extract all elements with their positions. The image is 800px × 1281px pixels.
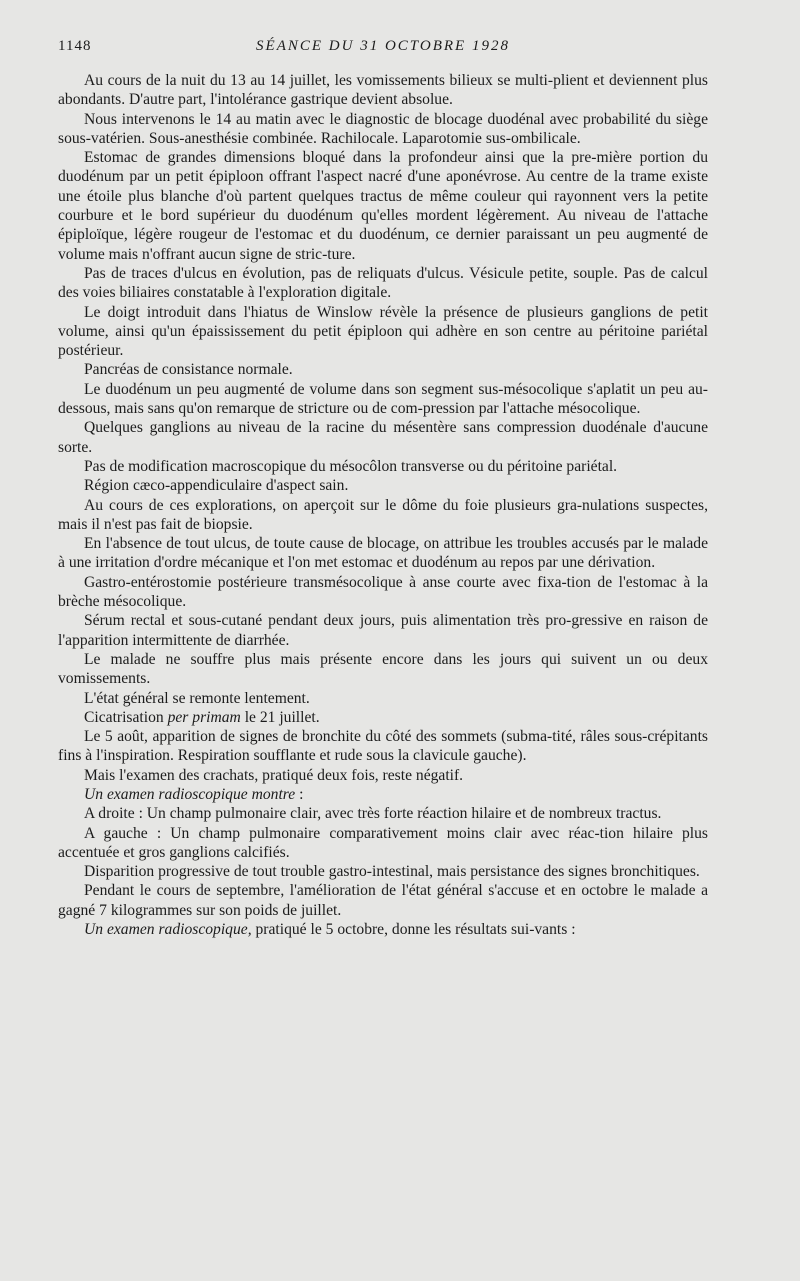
paragraph: Le duodénum un peu augmenté de volume dans son segment sus-mésocolique s'aplatit un peu au-dessous, mais sans qu'on remarque de stricture ou de com-pression par l'attache mésocolique.	[58, 380, 708, 418]
italic-phrase: Un examen radioscopique montre	[84, 785, 296, 803]
paragraph: Pas de traces d'ulcus en évolution, pas de reliquats d'ulcus. Vésicule petite, souple. Pas de calcul des voies biliaires constatable à l'exploration digitale.	[58, 264, 708, 302]
paragraph: En l'absence de tout ulcus, de toute cause de blocage, on attribue les troubles accusés par le malade à une irritation d'ordre mécanique et l'on met estomac et duodénum au repos par une dérivation.	[58, 535, 708, 572]
paragraph: Mais l'examen des crachats, pratiqué deux fois, reste négatif.	[84, 766, 464, 784]
paragraph	[58, 920, 708, 939]
paragraph: A gauche : Un champ pulmonaire comparativement moins clair avec réac-tion hilaire plus accentuée et gros ganglions calcifiés.	[58, 824, 708, 861]
text-run: pratiqué le 5 octobre, donne les résultats sui-vants :	[251, 921, 576, 939]
paragraph	[58, 785, 708, 804]
text-run: :	[295, 785, 304, 803]
paragraph: Quelques ganglions au niveau de la racine du mésentère sans compression duodénale d'aucune sorte.	[58, 419, 708, 456]
running-title: SÉANCE DU 31 OCTOBRE 1928	[256, 38, 510, 54]
paragraph: Disparition progressive de tout trouble gastro-intestinal, mais persistance des signes bronchitiques.	[84, 863, 700, 881]
paragraph: A droite : Un champ pulmonaire clair, avec très forte réaction hilaire et de nombreux tractus.	[84, 805, 662, 823]
paragraph: Le 5 août, apparition de signes de bronchite du côté des sommets (subma-tité, râles sous-crépitants fins à l'inspiration. Respiration soufflante et rude sous la clavicule gauche).	[58, 728, 708, 765]
paragraph: Région cæco-appendiculaire d'aspect sain.	[84, 477, 349, 495]
paragraph	[58, 708, 708, 727]
italic-phrase: per primam	[167, 708, 241, 726]
paragraph: Estomac de grandes dimensions bloqué dans la profondeur ainsi que la pre-mière portion du duodénum par un petit épiploon offrant l'aspect nacré d'une aponévrose. Au centre de la trame existe une étoile plus blanche d'où partent quelques tractus de même couleur qui rayonnent vers la petite courbure et le bord supérieur du duodénum qu'elles mordent légèrement. Au niveau de l'attache épiploïque, légère rougeur de l'estomac et du duodénum, ce dernier paraissant un peu augmenté de volume mais n'offrant aucun signe de stric-ture.	[58, 149, 708, 263]
paragraph: Le doigt introduit dans l'hiatus de Winslow révèle la présence de plusieurs ganglions de petit volume, ainsi qu'un épaississement du petit épiploon qui adhère en son centre au péritoine pariétal postérieur.	[58, 303, 708, 360]
body-text	[58, 71, 708, 939]
running-header	[58, 38, 708, 58]
text-run: le 21 juillet.	[240, 708, 320, 726]
text-run: Cicatrisation	[84, 708, 168, 726]
page-number: 1148	[58, 38, 92, 54]
paragraph: Au cours de ces explorations, on aperçoit sur le dôme du foie plusieurs gra-nulations suspectes, mais il n'est pas fait de biopsie.	[58, 496, 708, 533]
paragraph: L'état général se remonte lentement.	[84, 689, 310, 707]
paragraph: Au cours de la nuit du 13 au 14 juillet, les vomissements bilieux se multi-plient et deviennent plus abondants. D'autre part, l'intolérance gastrique devient absolue.	[58, 72, 708, 109]
paragraph: Nous intervenons le 14 au matin avec le diagnostic de blocage duodénal avec probabilité du siège sous-vatérien. Sous-anesthésie combinée. Rachilocale. Laparotomie sus-ombilicale.	[58, 110, 708, 147]
paragraph: Pancréas de consistance normale.	[84, 361, 293, 379]
paragraph: Gastro-entérostomie postérieure transmésocolique à anse courte avec fixa-tion de l'estomac à la brèche mésocolique.	[58, 573, 708, 611]
paragraph: Sérum rectal et sous-cutané pendant deux jours, puis alimentation très pro-gressive en raison de l'apparition intermittente de diarrhée.	[58, 612, 708, 649]
paragraph: Pendant le cours de septembre, l'amélioration de l'état général s'accuse et en octobre le malade a gagné 7 kilogrammes sur son poids de juillet.	[58, 882, 708, 919]
italic-phrase: Un examen radioscopique,	[84, 921, 252, 939]
paragraph: Le malade ne souffre plus mais présente encore dans les jours qui suivent un ou deux vomissements.	[58, 650, 708, 688]
paragraph: Pas de modification macroscopique du mésocôlon transverse ou du péritoine pariétal.	[84, 457, 618, 475]
